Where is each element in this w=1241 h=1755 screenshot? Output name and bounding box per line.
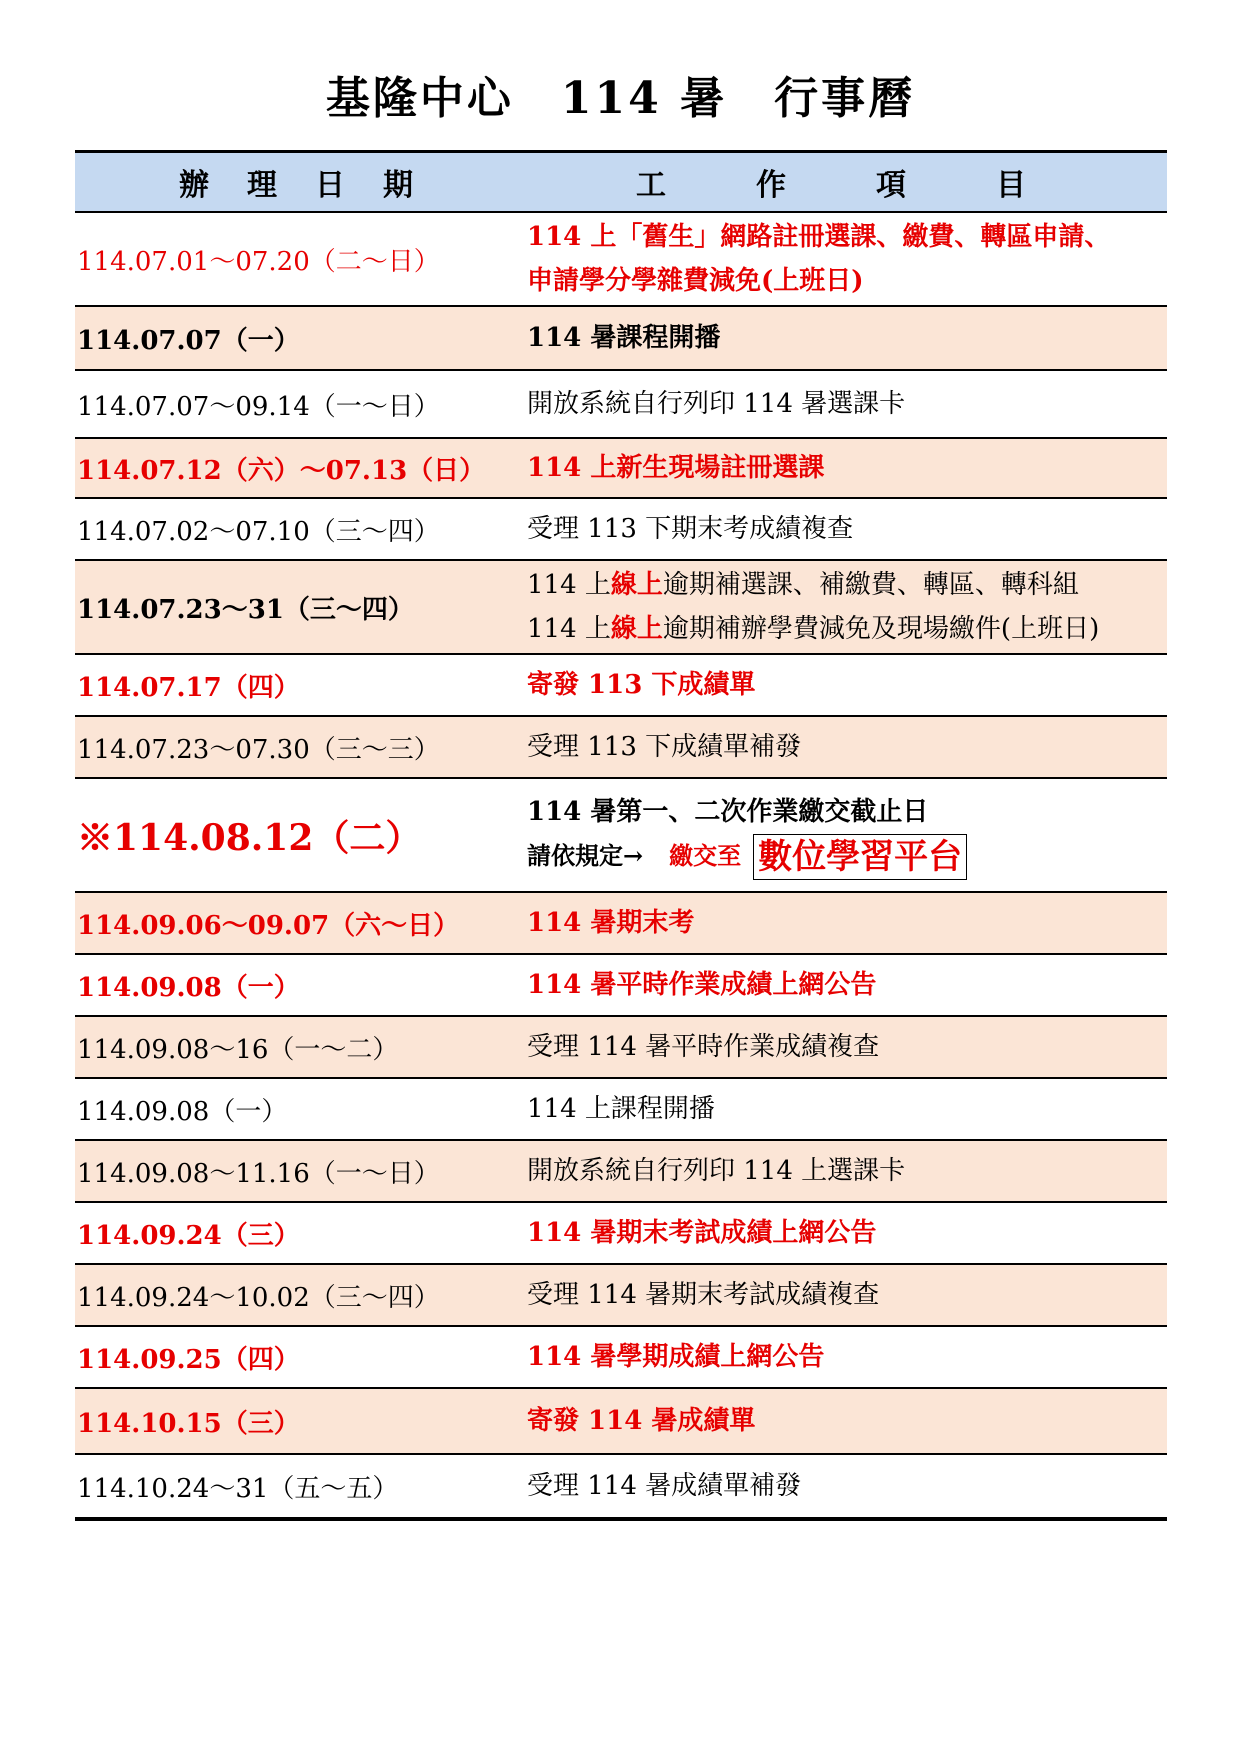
- text-span: 逾期補辦學費減免及現場繳件(上班日): [662, 614, 1100, 644]
- row-date: 114.09.25（四）: [77, 1344, 300, 1375]
- row-date: 114.09.08（一）: [77, 972, 300, 1003]
- table-row: [75, 1017, 1167, 1079]
- table-header: [75, 150, 1167, 213]
- table-row: [75, 1079, 1167, 1141]
- row-item: 受理 114 暑期末考試成績複查: [527, 1280, 880, 1310]
- row-date: 114.07.23～31（三～四）: [77, 594, 414, 625]
- table-row: [75, 1455, 1167, 1521]
- text-span: 114 上: [527, 614, 611, 644]
- table-row: [75, 499, 1167, 561]
- row-item-line: [527, 834, 1167, 881]
- row-item: 受理 114 暑平時作業成績複查: [527, 1032, 880, 1062]
- header-date: 辦理日期: [179, 168, 451, 203]
- highlight-text: 線上: [610, 614, 663, 644]
- header-item: 工作項目: [636, 168, 1116, 203]
- table-row: [75, 893, 1167, 955]
- row-item: 受理 114 暑成績單補發: [527, 1471, 802, 1501]
- row-date: 114.07.23～07.30（三～三）: [77, 734, 440, 765]
- row-date: 114.09.08（一）: [77, 1096, 288, 1127]
- table-row: [75, 1389, 1167, 1455]
- row-item: [525, 790, 1167, 881]
- row-item: 114 暑學期成績上網公告: [527, 1342, 825, 1372]
- table-row: [75, 371, 1167, 439]
- platform-label: 數位學習平台: [753, 834, 967, 880]
- row-item: [525, 563, 1167, 651]
- table-row: [75, 1265, 1167, 1327]
- text-span: 請依規定→: [527, 840, 644, 870]
- row-item: 114 暑平時作業成績上網公告: [527, 970, 877, 1000]
- row-date: 114.09.24（三）: [77, 1220, 300, 1251]
- text-span: 逾期補選課、補繳費、轉區、轉科組: [662, 570, 1079, 600]
- row-date: 114.09.24～10.02（三～四）: [77, 1282, 440, 1313]
- table-row: [75, 307, 1167, 371]
- table-row: [75, 1203, 1167, 1265]
- row-item: 114 暑課程開播: [527, 323, 721, 353]
- table-row: [75, 1141, 1167, 1203]
- row-item: 114 暑期末考: [527, 908, 695, 938]
- table-row: [75, 655, 1167, 717]
- row-date: 114.07.12（六）～07.13（日）: [77, 455, 486, 486]
- table-row: [75, 439, 1167, 499]
- page-title: 基隆中心 114 暑 行事曆: [325, 73, 916, 124]
- table-row: [75, 561, 1167, 655]
- row-item-line: 114 上「舊生」網路註冊選課、繳費、轉區申請、: [527, 222, 1111, 252]
- row-item-line: 申請學分學雜費減免(上班日): [527, 266, 864, 296]
- highlight-text: 線上: [610, 570, 663, 600]
- row-item-line: 114 暑第一、二次作業繳交截止日: [527, 796, 929, 827]
- table-row: [75, 717, 1167, 779]
- row-item: 受理 113 下成績單補發: [527, 732, 802, 762]
- row-date: 114.10.24～31（五～五）: [77, 1473, 399, 1504]
- table-row: [75, 779, 1167, 893]
- row-date: 114.09.06～09.07（六～日）: [77, 910, 460, 941]
- row-item: 受理 113 下期末考成績複查: [527, 514, 854, 544]
- table-row: [75, 955, 1167, 1017]
- row-item: 114 暑期末考試成績上網公告: [527, 1218, 877, 1248]
- row-item: 寄發 113 下成績單: [527, 670, 756, 700]
- row-date: 114.09.08～11.16（一～日）: [77, 1158, 440, 1189]
- row-item: 114 上課程開播: [527, 1094, 715, 1124]
- highlight-text: 繳交至: [669, 840, 742, 870]
- calendar-table: [75, 150, 1167, 1521]
- row-item-line: [527, 607, 1167, 651]
- row-date: 114.10.15（三）: [77, 1408, 300, 1439]
- row-item: [525, 215, 1167, 303]
- row-item: 114 上新生現場註冊選課: [527, 453, 825, 483]
- table-row: [75, 1327, 1167, 1389]
- row-item: 寄發 114 暑成績單: [527, 1406, 756, 1436]
- table-row: [75, 213, 1167, 307]
- row-date: ※114.08.12（二）: [77, 816, 422, 859]
- row-date: 114.07.07～09.14（一～日）: [77, 391, 440, 422]
- row-item: 開放系統自行列印 114 上選課卡: [527, 1156, 906, 1186]
- row-item-line: [527, 563, 1167, 607]
- row-date: 114.07.17（四）: [77, 672, 300, 703]
- text-span: 114 上: [527, 570, 611, 600]
- row-date: 114.09.08～16（一～二）: [77, 1034, 399, 1065]
- row-date: 114.07.07（一）: [77, 325, 300, 356]
- row-date: 114.07.01～07.20（二～日）: [77, 246, 440, 277]
- row-item: 開放系統自行列印 114 暑選課卡: [527, 389, 906, 419]
- row-date: 114.07.02～07.10（三～四）: [77, 516, 440, 547]
